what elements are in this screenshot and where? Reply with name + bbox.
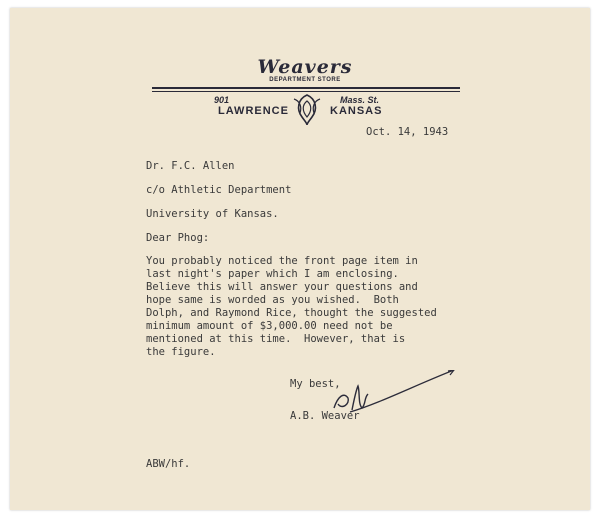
letterhead-logo: Weavers [257,56,353,78]
letterhead [140,56,470,134]
recipient-line: Dr. F.C. Allen [146,160,235,172]
body-line: last night's paper which I am enclosing. [146,268,399,280]
letterhead-rule-thin [152,91,460,92]
ornament-icon [292,93,322,127]
letterhead-state: KANSAS [330,105,383,117]
body-line: Dolph, and Raymond Rice, thought the suggested [146,307,437,319]
body-line: Believe this will answer your questions and [146,281,418,293]
letterhead-rule [152,87,460,89]
recipient-line: c/o Athletic Department [146,184,292,196]
body-line: hope same is worded as you wished. Both [146,294,399,306]
recipient-line: University of Kansas. [146,208,279,220]
closing: My best, [290,378,341,390]
letterhead-street-number: 901 [214,95,230,105]
body-line: You probably noticed the front page item in [146,255,418,267]
salutation: Dear Phog: [146,232,210,244]
body-line: mentioned at this time. However, that is [146,333,406,345]
letter-paper [10,8,590,510]
signer-name: A.B. Weaver [290,410,360,422]
letterhead-subtitle: DEPARTMENT STORE [269,77,341,83]
letterhead-city: LAWRENCE [218,105,289,117]
letterhead-street: Mass. St. [340,95,380,105]
body-line: minimum amount of $3,000.00 need not be [146,320,393,332]
letter-date: Oct. 14, 1943 [366,126,449,138]
typist-initials: ABW/hf. [146,458,191,470]
body-line: the figure. [146,346,216,358]
